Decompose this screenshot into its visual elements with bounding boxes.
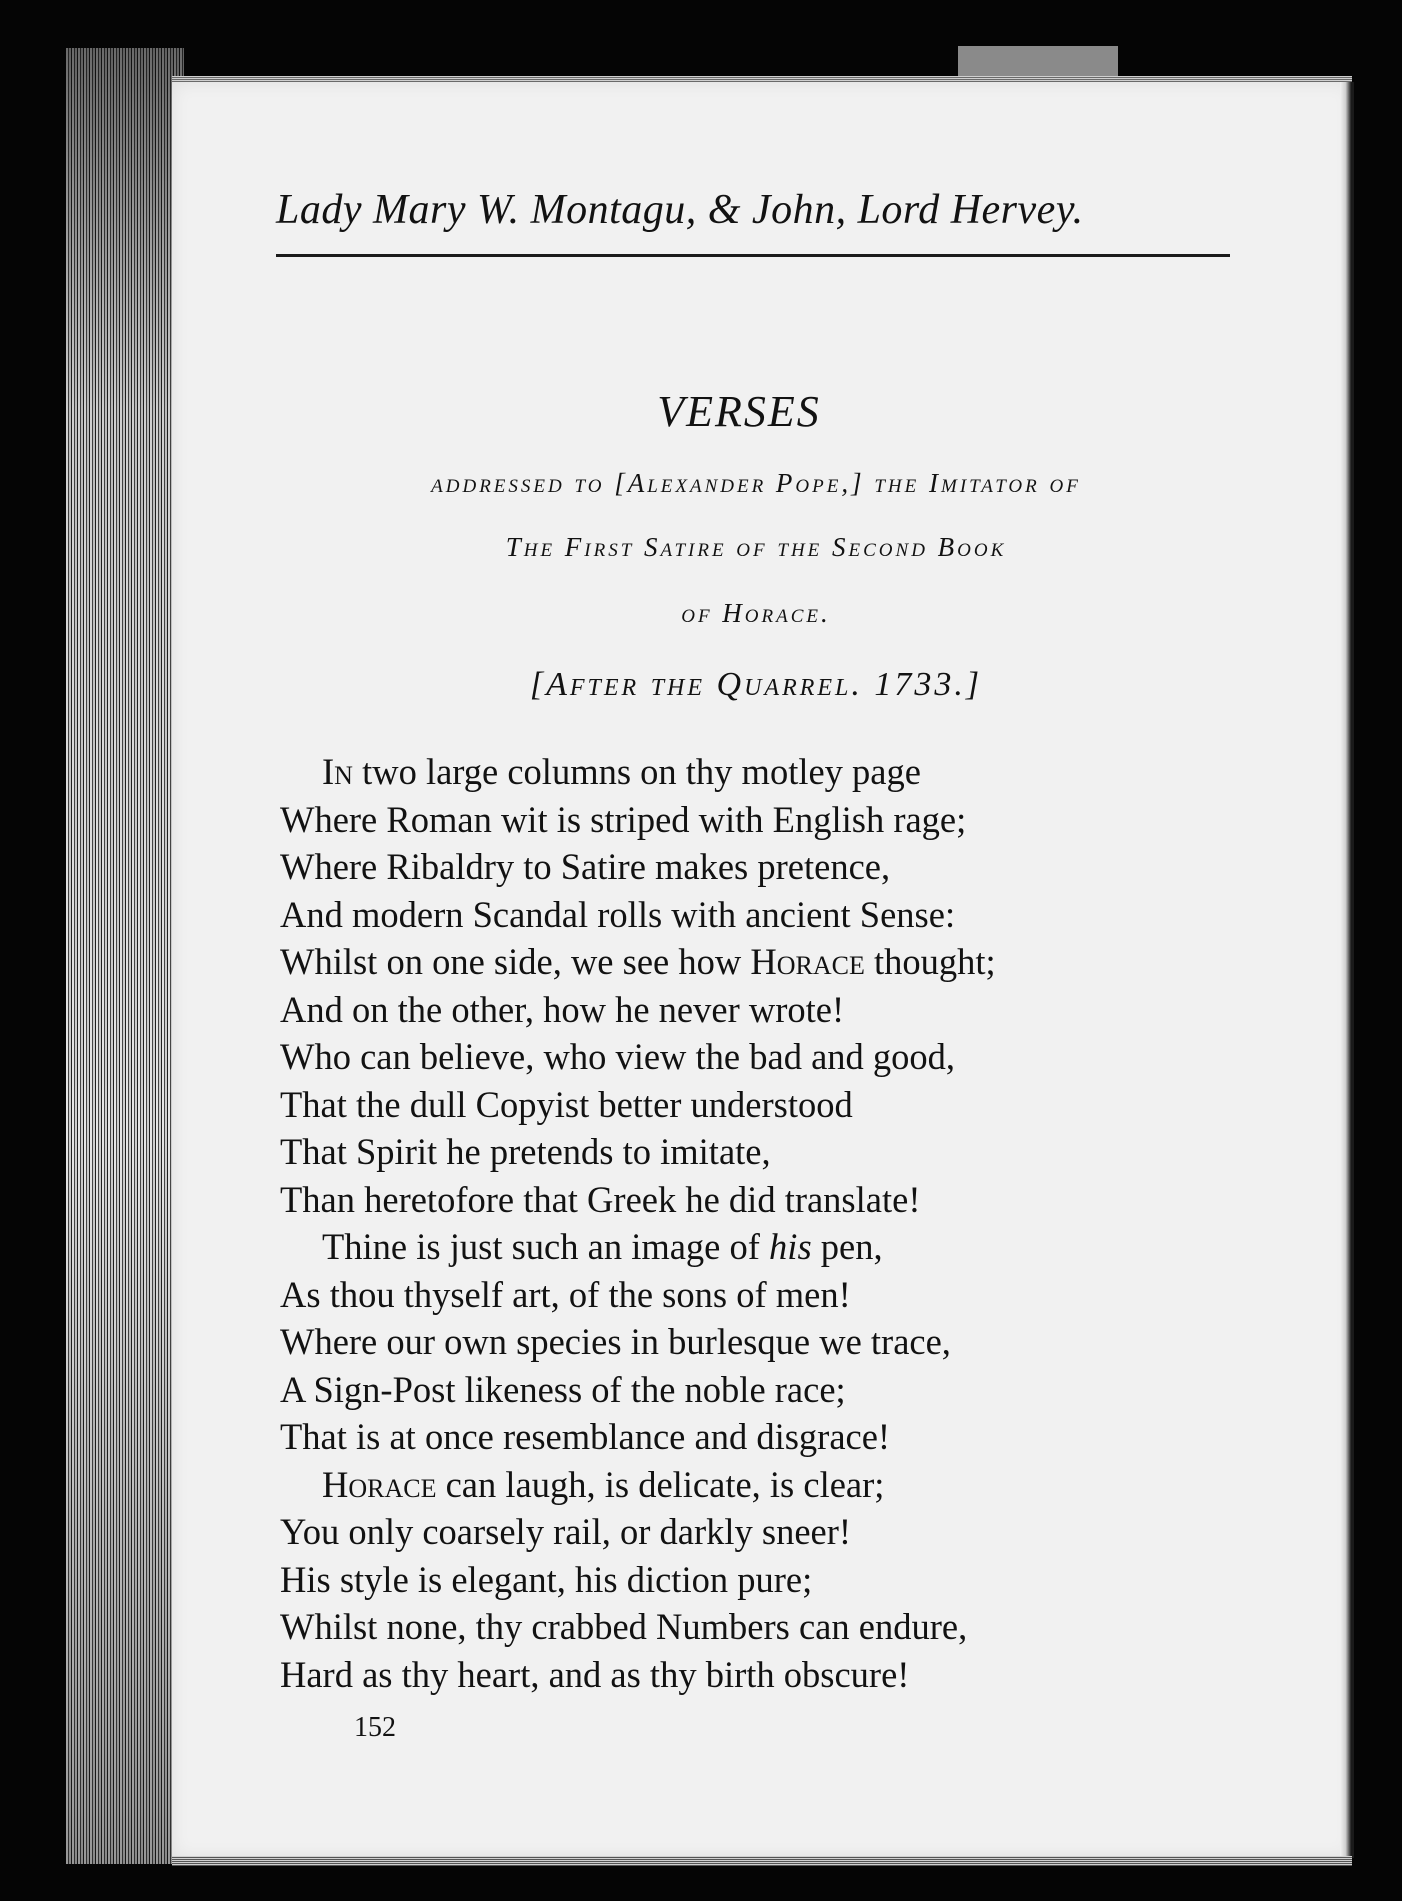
poem-line: And on the other, how he never wrote! (280, 988, 845, 1030)
running-head-rule (276, 254, 1230, 257)
poem-line: Where Ribaldry to Satire makes pretence, (280, 846, 891, 887)
poem-line: His style is elegant, his diction pure; (280, 1558, 813, 1600)
poem-line: Where Roman wit is striped with English rage; (280, 798, 967, 840)
poem-line: Whilst on one side, we see how Horace thought; (280, 941, 996, 982)
poem-line: As thou thyself art, of the sons of men! (280, 1273, 851, 1315)
poem-line: Who can believe, who view the bad and good, (280, 1036, 956, 1077)
date-note: [After the Quarrel. 1733.] (529, 666, 983, 703)
page-number: 152 (354, 1712, 396, 1743)
poem-line: In two large columns on thy motley page (322, 751, 921, 792)
poem-line: Horace can laugh, is delicate, is clear; (322, 1463, 885, 1505)
poem-line: That the dull Copyist better understood (280, 1083, 853, 1125)
subtitle-line-1: addressed to [Alexander Pope,] the Imitator of (431, 468, 1081, 498)
subtitle-line-3: of Horace. (681, 598, 831, 628)
poem-line: And modern Scandal rolls with ancient Sense: (280, 893, 956, 935)
poem-title: VERSES (657, 387, 821, 436)
poem-line: That Spirit he pretends to imitate, (280, 1131, 771, 1172)
subtitle-line-2: The First Satire of the Second Book (505, 532, 1007, 562)
poem-line: You only coarsely rail, or darkly sneer! (280, 1511, 852, 1552)
poem-line: Where our own species in burlesque we trace, (280, 1321, 951, 1362)
running-head: Lady Mary W. Montagu, & John, Lord Hervey. (276, 187, 1084, 233)
poem-line: A Sign-Post likeness of the noble race; (280, 1368, 846, 1410)
poem-line: Than heretofore that Greek he did translate! (280, 1178, 921, 1220)
poem-line: That is at once resemblance and disgrace! (280, 1416, 891, 1457)
poem-body (280, 748, 1240, 1698)
poem-line: Thine is just such an image of his pen, (322, 1226, 883, 1267)
poem-line: Whilst none, thy crabbed Numbers can endure, (280, 1606, 968, 1647)
poem-line: Hard as thy heart, and as thy birth obscure! (280, 1653, 910, 1695)
